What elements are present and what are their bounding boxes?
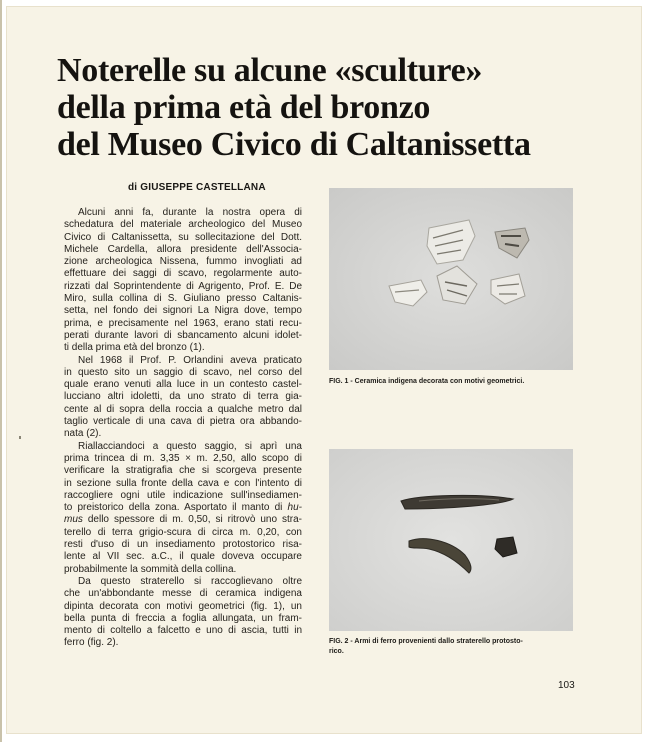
caption-line: FIG. 2 - Armi di ferro provenienti dallo straterello protosto-	[329, 638, 523, 645]
body-line: Miro, sulla collina di S. Giuliano presso Caltanis-	[64, 293, 302, 305]
body-line: Da questo straterello si raccoglievano oltre	[78, 575, 302, 587]
title-line: della prima età del bronzo	[57, 89, 431, 126]
body-line: Civico di Caltanissetta, su sollecitazione del Dott.	[64, 231, 302, 243]
article-title	[57, 52, 617, 163]
iron-weapons-image	[329, 449, 573, 631]
body-line: effettuare dei saggi di scavo, regolarmente auto-	[64, 268, 302, 280]
title-line: Noterelle su alcune «sculture»	[57, 52, 483, 89]
body-line: taglio verticale di una cava di pietra ora abbando-	[64, 416, 302, 428]
body-line: rizzati dal Soprintendente di Agrigento, Prof. E. De	[64, 280, 302, 292]
body-line: setta, nel fondo dei signori La Nigra dove, tempo	[64, 305, 302, 317]
body-text	[64, 207, 302, 650]
body-line: zione archeologica Nissena, fummo invogliati ad	[64, 256, 302, 268]
body-line: Alcuni anni fa, durante la nostra opera di	[78, 207, 302, 218]
body-line: prima, e precisamente nel 1963, erano stati recu-	[64, 317, 302, 329]
body-line: Riallacciandoci a questo saggio, si aprì una	[78, 440, 302, 452]
body-line: resti d'uso di un insediamento protostorico risa-	[64, 539, 302, 551]
body-line: cente al di sopra della roccia a qualche metro dal	[64, 403, 302, 415]
body-line: in sezione sulla fronte della cava e con l'intento di	[64, 477, 302, 489]
margin-mark	[19, 436, 21, 439]
caption-line: rico.	[329, 648, 344, 655]
title-line: del Museo Civico di Caltanissetta	[57, 126, 531, 163]
figure-1-caption: FIG. 1 - Ceramica indigena decorata con motivi geometrici.	[329, 378, 525, 385]
body-line: prima trincea di m. 3,35 × m. 2,50, allo scopo di	[64, 452, 302, 464]
body-line: probabilmente la sommità della collina.	[64, 563, 237, 575]
body-line: dipinta decorata con motivi geometrici (fig. 1), un	[64, 600, 302, 612]
body-line: ferro (fig. 2).	[64, 637, 119, 649]
figure-2-caption	[329, 637, 579, 657]
body-line: schedatura del materiale archeologico del Museo	[64, 219, 302, 231]
body-line: Nel 1968 il Prof. P. Orlandini aveva praticato	[78, 354, 302, 366]
body-line: raccogliere ogni utile indicazione sull'insediamen-	[64, 489, 302, 501]
body-line: terello di terra grigio-scura di circa m. 0,20, con	[64, 526, 302, 538]
body-line: to preistorico della zona. Asportato il manto di hu-	[64, 502, 302, 514]
author-byline: di GIUSEPPE CASTELLANA	[128, 182, 266, 193]
pottery-shards-image	[329, 188, 573, 370]
body-line: lente al VII sec. a.C., il quale doveva occupare	[64, 551, 302, 563]
body-line: in questo sito un saggio di scavo, nel corso del	[64, 366, 302, 378]
body-line: lucciano altri idoletti, da uno strato di terra gia-	[64, 391, 302, 403]
body-line: Michele Cardella, allora presidente dell'Associa-	[64, 243, 302, 255]
body-line: mento di coltello a falcetto e uno di ascia, tutti in	[64, 625, 302, 637]
body-line: nata (2).	[64, 428, 102, 440]
figure-2-photo	[329, 449, 573, 631]
figure-1-photo	[329, 188, 573, 370]
body-line: quale erano venuti alla luce in un contesto castel-	[64, 379, 302, 391]
body-line: che un'abbondante messe di ceramica indigena	[64, 588, 302, 600]
page-number: 103	[558, 680, 575, 691]
body-line: bella punta di freccia a foglia allungata, un fram-	[64, 612, 302, 624]
page-edge	[0, 0, 2, 742]
body-line: perati durante lavori di sbancamento alcuni idolet-	[64, 329, 302, 341]
body-line: ti della prima età del bronzo (1).	[64, 342, 205, 354]
body-line: mus dello spessore di m. 0,50, si ritrovò uno stra-	[64, 514, 302, 526]
body-line: verificare la stratigrafia che si scorgeva presente	[64, 465, 302, 477]
